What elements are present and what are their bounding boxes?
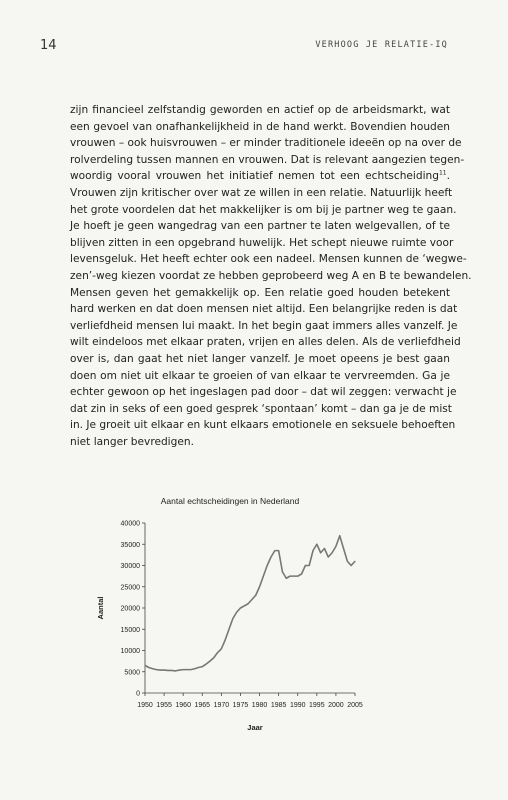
data-point [198, 667, 199, 668]
data-point [164, 670, 165, 671]
data-point [209, 661, 210, 662]
data-point [293, 576, 294, 577]
data-point [217, 652, 218, 653]
text-line-content: in. Je groeit uit elkaar en kunt elkaars emotionele en seksuele behoeften [70, 419, 456, 432]
data-point [255, 595, 256, 596]
page-number: 14 [40, 38, 57, 53]
text-line-content: dat zin in seks of een goed gesprek ‘spontaan’ komt – dan ga je de mist [70, 402, 452, 415]
x-tick-label: 1950 [137, 702, 153, 709]
text-line [70, 384, 457, 401]
data-point [343, 548, 344, 549]
text-line [70, 202, 457, 219]
text-line-content: vrouwen – ook huisvrouwen – er minder traditionele ideeën op na over de [70, 137, 462, 150]
text-line [70, 351, 450, 368]
data-point [221, 648, 222, 649]
data-point [305, 565, 306, 566]
x-tick-label: 1970 [213, 702, 230, 709]
text-line-content: wilt eindeloos met elkaar praten, vrijen en alles delen. Als de verliefdheid [70, 336, 461, 349]
data-point [179, 670, 180, 671]
text-line-content: Mensen geven het gemakkelijk op. Een relatie goed houden betekent [70, 286, 450, 299]
y-tick-label: 40000 [120, 520, 140, 528]
data-point [251, 599, 252, 600]
y-tick-label: 5000 [124, 669, 140, 677]
text-line [70, 301, 458, 318]
text-line-content: over is, dan gaat het niet langer vanzelf. Je moet opeens je best gaan [70, 352, 450, 365]
data-point [236, 612, 237, 613]
text-line [70, 268, 472, 285]
x-axis-label: Jaar [247, 723, 263, 732]
series-line [145, 536, 355, 671]
running-head: VERHOOG JE RELATIE-IQ [315, 40, 448, 50]
data-point [190, 669, 191, 670]
text-line-content: verliefdheid mensen lui maakt. In het begin gaat immers alles vanzelf. Je [70, 319, 458, 332]
text-line-content: doen om niet uit elkaar te groeien of van elkaar te vervreemden. Ga je [70, 369, 450, 382]
x-tick-label: 1985 [270, 702, 287, 709]
data-point [324, 548, 325, 549]
text-line-content: blijven zitten in een opgebrand huwelijk. Het schept nieuwe ruimte voor [70, 236, 454, 249]
text-line [70, 334, 461, 351]
x-tick-label: 1955 [156, 702, 172, 709]
text-line-content: Vrouwen zijn kritischer over wat ze willen in een relatie. Natuurlijk heeft [70, 186, 453, 199]
data-point [148, 667, 149, 668]
text-line [70, 102, 450, 119]
text-line [70, 434, 450, 451]
text-line-content: woordig vooral vrouwen het initiatief nemen tot een echtscheiding [70, 170, 439, 183]
data-point [248, 603, 249, 604]
data-point [263, 576, 264, 577]
x-tick-label: 1965 [194, 702, 211, 709]
data-point [328, 557, 329, 558]
y-tick-label: 35000 [120, 541, 140, 549]
text-line-content: het grote voordelen dat het makkelijker is om bij je partner weg te gaan. [70, 203, 457, 216]
text-line [70, 185, 453, 202]
data-point [194, 668, 195, 669]
text-line-content: hard werken en dat doen mensen niet altijd. Een belangrijke reden is dat [70, 303, 458, 316]
text-line-content: een gevoel van onafhankelijkheid in de hand werkt. Bovendien houden [70, 120, 450, 133]
data-point [290, 576, 291, 577]
data-point [175, 670, 176, 671]
data-point [213, 657, 214, 658]
data-point [202, 666, 203, 667]
text-line-content: echter gewoon op het ingeslagen pad door – dat wil zeggen: verwacht je [70, 386, 457, 399]
text-line [70, 368, 450, 385]
data-point [282, 571, 283, 572]
data-point [156, 669, 157, 670]
data-point [160, 670, 161, 671]
text-line [70, 119, 450, 136]
x-tick-label: 2000 [328, 702, 344, 709]
x-tick-label: 1995 [309, 702, 325, 709]
y-tick-label: 30000 [120, 563, 140, 570]
data-point [316, 544, 317, 545]
x-tick-label: 1960 [175, 702, 191, 709]
data-point [274, 550, 275, 551]
data-point [286, 578, 287, 579]
data-point [339, 535, 340, 536]
body-text [70, 102, 472, 450]
data-point [351, 565, 352, 566]
footnote-ref: 11 [438, 169, 447, 177]
data-point [297, 576, 298, 577]
text-line-content: levensgeluk. Het heeft echter ook een nadeel. Mensen kunnen de ‘wegwe- [70, 253, 467, 266]
data-point [171, 670, 172, 671]
text-line-content: niet langer bevredigen. [70, 435, 194, 448]
data-point [271, 557, 272, 558]
data-point [152, 668, 153, 669]
data-point [259, 586, 260, 587]
text-line [70, 401, 450, 418]
x-tick-label: 2005 [347, 702, 363, 709]
data-point [320, 552, 321, 553]
footnote-trailing-punct: . [446, 170, 450, 183]
line-chart [90, 490, 390, 735]
y-tick-label: 10000 [120, 648, 140, 655]
data-point [332, 552, 333, 553]
text-line [70, 152, 465, 169]
text-line [70, 168, 450, 185]
text-line [70, 251, 467, 268]
text-line [70, 218, 450, 235]
data-point [145, 665, 146, 666]
divorce-chart [90, 490, 390, 739]
data-point [313, 550, 314, 551]
data-point [355, 561, 356, 562]
data-point [347, 561, 348, 562]
x-tick-label: 1980 [251, 702, 268, 709]
data-point [225, 639, 226, 640]
data-point [267, 565, 268, 566]
chart-title: Aantal echtscheidingen in Nederland [160, 496, 300, 506]
data-point [240, 608, 241, 609]
text-line [70, 417, 456, 434]
data-point [187, 669, 188, 670]
x-tick-label: 1990 [289, 702, 306, 709]
text-line-content: rolverdeling tussen mannen en vrouwen. Dat is relevant aangezien tegen- [70, 153, 465, 166]
x-tick-label: 1975 [232, 702, 249, 709]
data-point [183, 669, 184, 670]
data-point [335, 546, 336, 547]
y-tick-label: 15000 [120, 626, 140, 634]
y-tick-label: 0 [136, 690, 140, 698]
text-line-content: Je hoeft je geen wangedrag van een partner te laten welgevallen, of te [70, 220, 450, 233]
y-tick-label: 25000 [120, 584, 140, 592]
text-line [70, 285, 450, 302]
text-line [70, 235, 454, 252]
data-point [244, 605, 245, 606]
text-line [70, 318, 458, 335]
data-point [232, 618, 233, 619]
data-point [278, 550, 279, 551]
y-axis-label: Aantal [96, 596, 105, 620]
text-line-content: zen’-weg kiezen voordat ze hebben geprobeerd weg A en B te bewandelen. [70, 269, 472, 282]
data-point [301, 574, 302, 575]
y-tick-label: 20000 [120, 605, 140, 613]
data-point [167, 670, 168, 671]
text-line-content: zijn financieel zelfstandig geworden en actief op de arbeidsmarkt, wat [70, 104, 450, 116]
data-point [229, 629, 230, 630]
data-point [206, 664, 207, 665]
text-line [70, 135, 462, 152]
data-point [309, 565, 310, 566]
